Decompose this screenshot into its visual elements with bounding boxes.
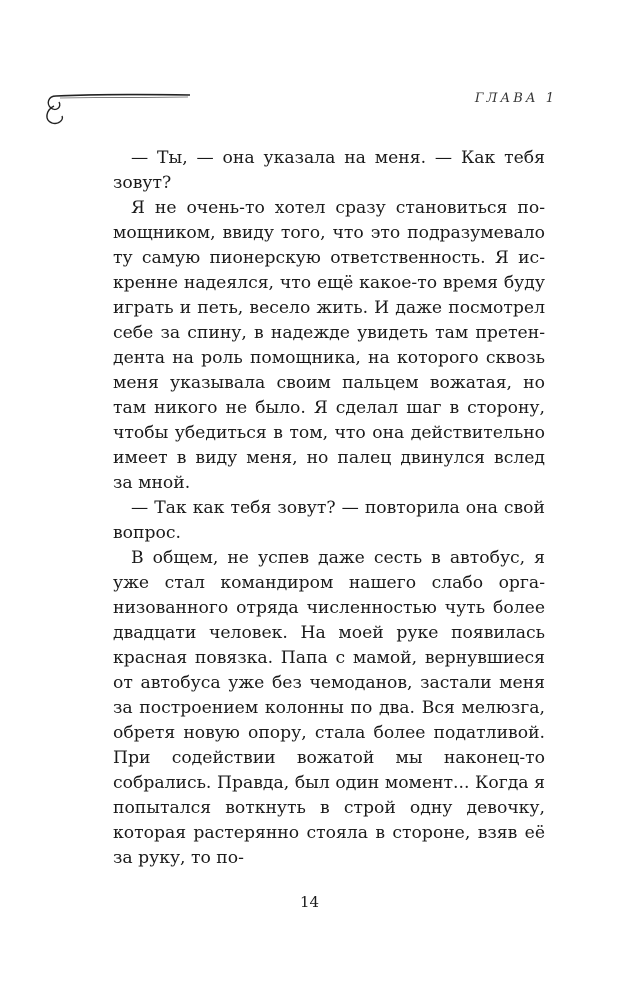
page-number: 14 bbox=[299, 893, 320, 911]
paragraph: — Ты, — она указала на меня. — Как тебя зовут? bbox=[113, 148, 545, 193]
flourish-ornament-icon bbox=[40, 82, 200, 132]
body-text bbox=[113, 146, 545, 871]
paragraph: В общем, не успев даже сесть в автобус, я уже стал командиром нашего слабо организованного отряда численностью чуть более двадцати человек. На моей руке появилась красная повязка. Папа с мамой, вернувшиеся от автобуса уже без чемоданов, застали меня за построением колонны по два. Вся мелюзга, обретя новую опору, стала более податливой. При содействии вожатой мы наконец-то собрались. Правда, был один момент... Когда я попытался воткнуть в строй одну девочку, которая растерянно стояла в стороне, взяв её за руку, то по- bbox=[113, 548, 545, 868]
page-header bbox=[0, 0, 619, 130]
paragraph: Я не очень-то хотел сразу становиться помощником, ввиду того, что это подразумевало ту самую пионерскую ответственность. Я искренне надеялся, что ещё какое-то время буду играть и петь, весело жить. И даже посмотрел себе за спину, в надежде увидеть там претендента на роль помощника, на которого сквозь меня указывала своим пальцем вожатая, но там никого не было. Я сделал шаг в сторону, чтобы убедиться в том, что она действительно имеет в виду меня, но палец двинулся вслед за мной. bbox=[113, 198, 545, 493]
running-head: ГЛАВА 1 bbox=[474, 91, 557, 106]
paragraph: — Так как тебя зовут? — повторила она свой вопрос. bbox=[113, 498, 545, 543]
